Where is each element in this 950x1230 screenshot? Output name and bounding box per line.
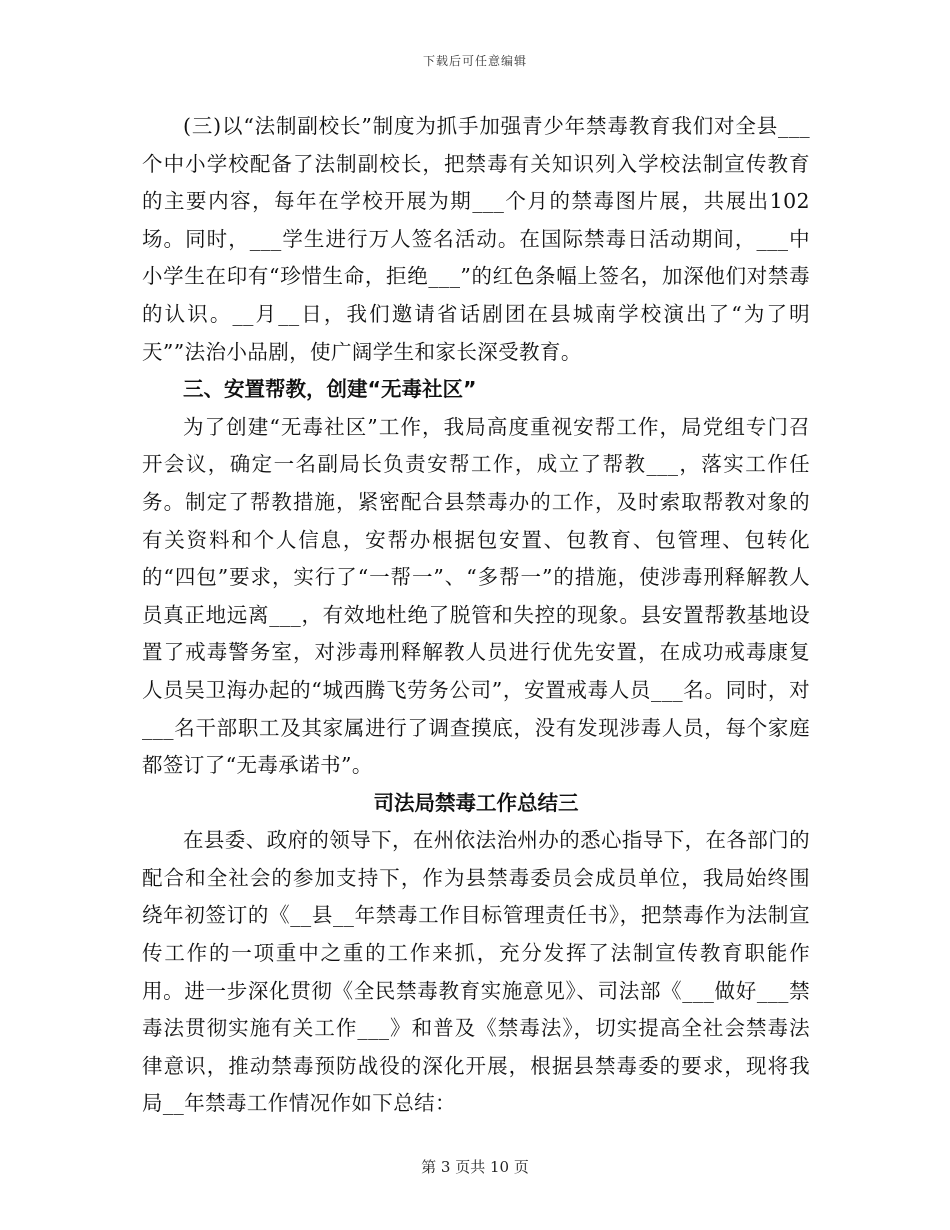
- paragraph-drug-free-community: 为了创建“无毒社区”工作，我局高度重视安帮工作，局党组专门召开会议，确定一名副局长负责安帮工作，成立了帮教___，落实工作任务。制定了帮教措施，紧密配合县禁毒办的工作，及时索取帮教对象的有关资料和个人信息，安帮办根据包安置、包教育、包管理、包转化的“四包”要求，实行了“一帮一”、“多帮一”的措施，使涉毒刑释解教人员真正地远离___，有效地杜绝了脱管和失控的现象。县安置帮教基地设置了戒毒警务室，对涉毒刑释解教人员进行优先安置，在成功戒毒康复人员吴卫海办起的“城西腾飞劳务公司”，安置戒毒人员___名。同时，对___名干部职工及其家属进行了调查摸底，没有发现涉毒人员，每个家庭都签订了“无毒承诺书”。: [142, 414, 810, 778]
- page-number: 第 3 页共 10 页: [421, 1158, 529, 1176]
- document-body: [142, 108, 810, 1123]
- header-note: 下载后可任意编辑: [422, 54, 527, 68]
- paragraph-legal-vice-principal: (三)以“法制副校长”制度为抓手加强青少年禁毒教育我们对全县___个中小学校配备了法制副校长，把禁毒有关知识列入学校法制宣传教育的主要内容，每年在学校开展为期___个月的禁毒图片展，共展出102场。同时，___学生进行万人签名活动。在国际禁毒日活动期间，___中小学生在印有“珍惜生命，拒绝___”的红色条幅上签名，加深他们对禁毒的认识。__月__日，我们邀请省话剧团在县城南学校演出了“为了明天””法治小品剧，使广阔学生和家长深受教育。: [142, 114, 810, 364]
- section-heading-resettlement: 三、安置帮教，创建“无毒社区”: [183, 377, 477, 402]
- document-title: 司法局禁毒工作总结三: [373, 790, 579, 815]
- paragraph-summary-intro: 在县委、政府的领导下，在州依法治州办的悉心指导下，在各部门的配合和全社会的参加支持下，作为县禁毒委员会成员单位，我局始终围绕年初签订的《__县__年禁毒工作目标管理责任书》，把禁毒作为法制宣传工作的一项重中之重的工作来抓，充分发挥了法制宣传教育职能作用。进一步深化贯彻《全民禁毒教育实施意见》、司法部《___做好___禁毒法贯彻实施有关工作___》和普及《禁毒法》，切实提高全社会禁毒法律意识，推动禁毒预防战役的深化开展，根据县禁毒委的要求，现将我局__年禁毒工作情况作如下总结：: [142, 828, 810, 1116]
